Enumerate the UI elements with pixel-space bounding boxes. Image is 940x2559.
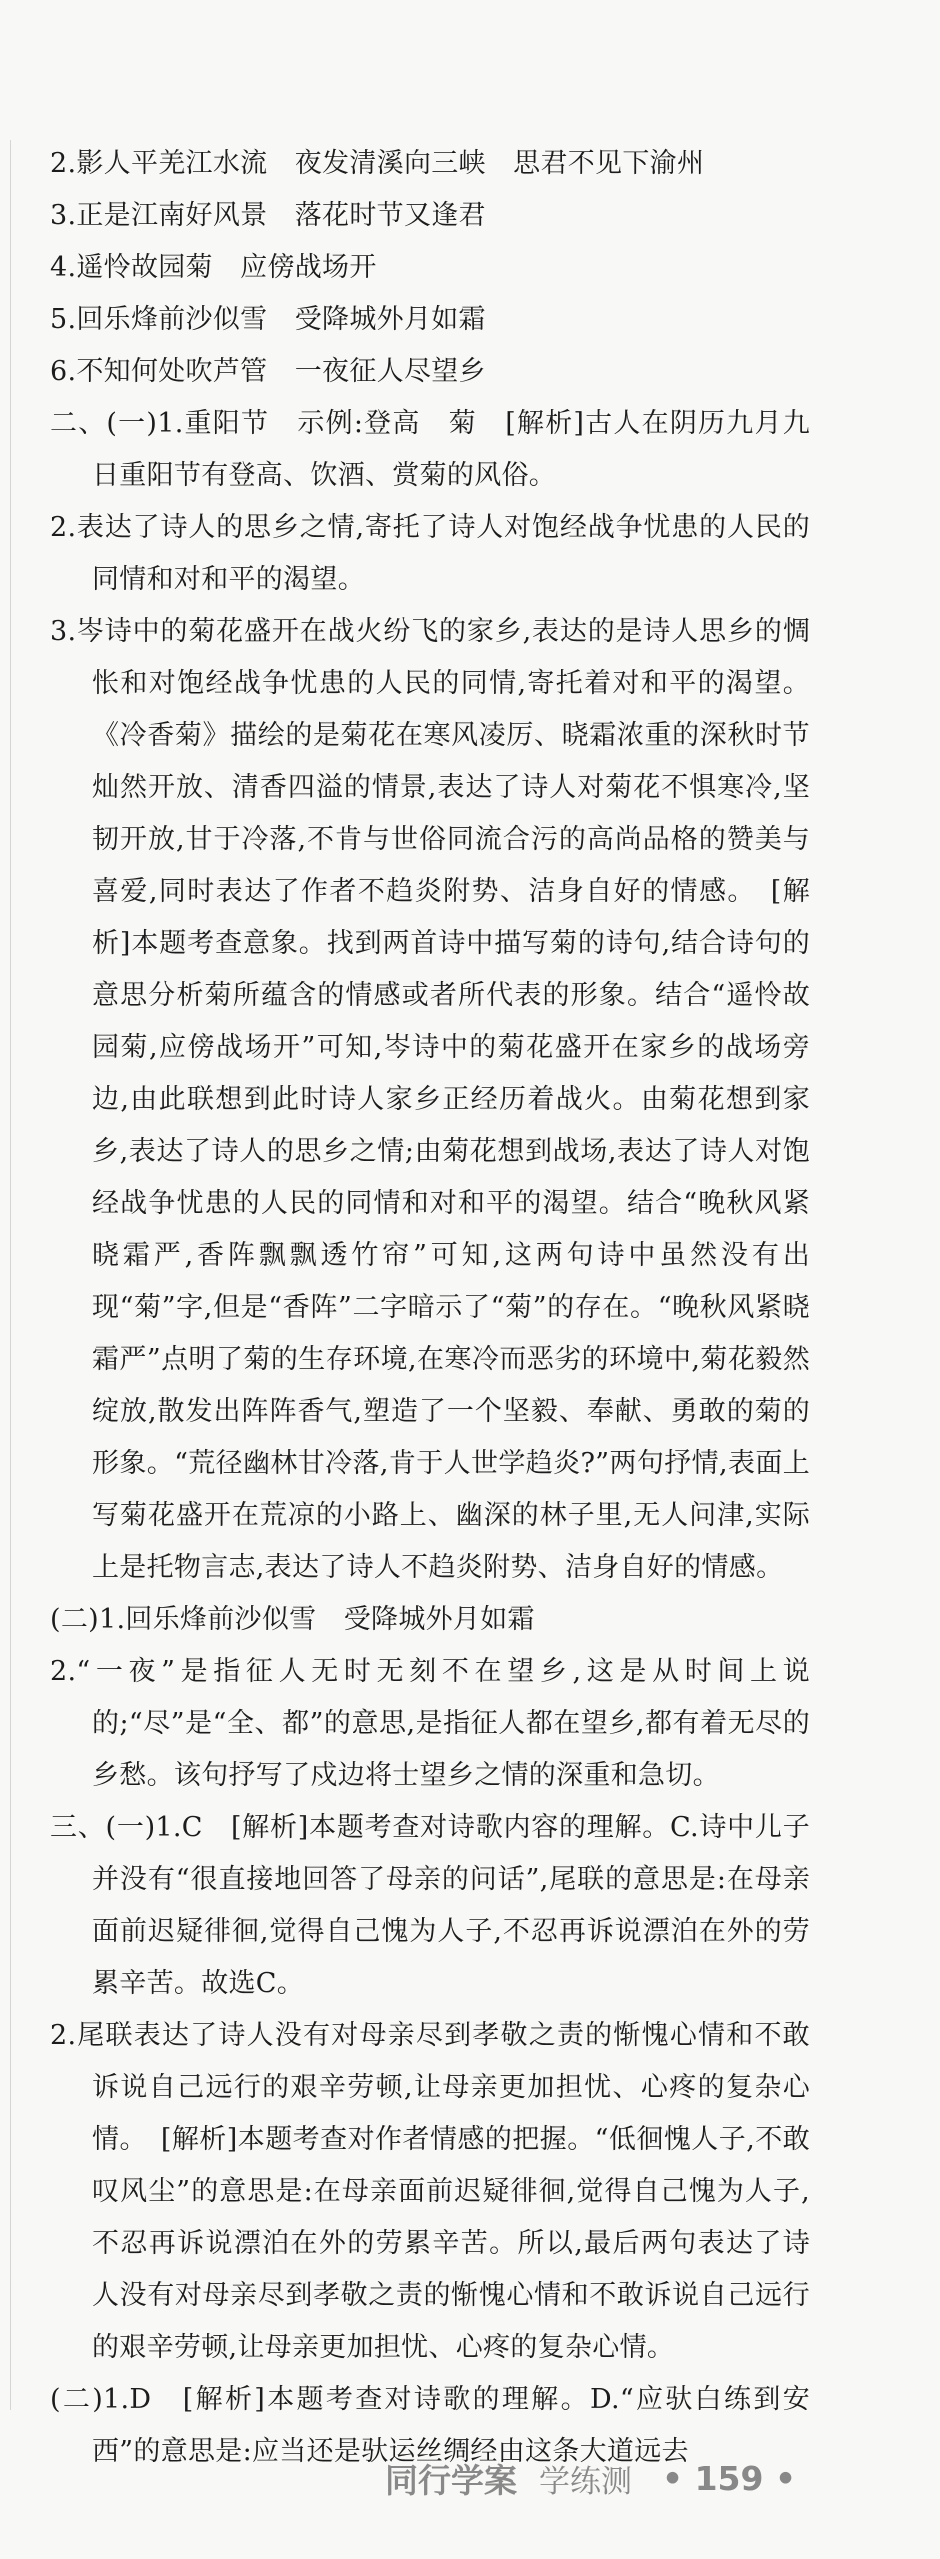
- section-three-q2: 2.尾联表达了诗人没有对母亲尽到孝敬之责的惭愧心情和不敢诉说自己远行的艰辛劳顿,让母亲更加担忧、心疼的复杂心情。 [解析]本题考查对作者情感的把握。“低徊愧人子,不敢叹风尘”的意思是:在母亲面前迟疑徘徊,觉得自己愧为人子,不忍再诉说漂泊在外的劳累辛苦。所以,最后两句表达了诗人没有对母亲尽到孝敬之责的惭愧心情和不敢诉说自己远行的艰辛劳顿,让母亲更加担忧、心疼的复杂心情。: [50, 2020, 810, 2363]
- footer-brand: 同行学案: [385, 2460, 517, 2500]
- answer-line: 3.正是江南好风景 落花时节又逢君: [50, 200, 486, 231]
- page-footer: [385, 2448, 815, 2508]
- section-two-b-q1: (二)1.回乐烽前沙似雪 受降城外月如霜: [50, 1604, 535, 1635]
- section-two-q3: 3.岑诗中的菊花盛开在战火纷飞的家乡,表达的是诗人思乡的惆怅和对饱经战争忧患的人民的同情,寄托着对和平的渴望。《冷香菊》描绘的是菊花在寒风凌厉、晓霜浓重的深秋时节灿然开放、清香四溢的情景,表达了诗人对菊花不惧寒冷,坚韧开放,甘于冷落,不肯与世俗同流合污的高尚品格的赞美与喜爱,同时表达了作者不趋炎附势、洁身自好的情感。 [解析]本题考查意象。找到两首诗中描写菊的诗句,结合诗句的意思分析菊所蕴含的情感或者所代表的形象。结合“遥怜故园菊,应傍战场开”可知,岑诗中的菊花盛开在家乡的战场旁边,由此联想到此时诗人家乡正经历着战火。由菊花想到家乡,表达了诗人的思乡之情;由菊花想到战场,表达了诗人对饱经战争忧患的人民的同情和对和平的渴望。结合“晚秋风紧晓霜严,香阵飘飘透竹帘”可知,这两句诗中虽然没有出现“菊”字,但是“香阵”二字暗示了“菊”的存在。“晚秋风紧晓霜严”点明了菊的生存环境,在寒冷而恶劣的环境中,菊花毅然绽放,散发出阵阵香气,塑造了一个坚毅、奉献、勇敢的菊的形象。“荒径幽林甘冷落,肯于人世学趋炎?”两句抒情,表面上写菊花盛开在荒凉的小路上、幽深的林子里,无人问津,实际上是托物言志,表达了诗人不趋炎附势、洁身自好的情感。: [50, 616, 810, 1583]
- section-two-q2: 2.表达了诗人的思乡之情,寄托了诗人对饱经战争忧患的人民的同情和对和平的渴望。: [50, 512, 810, 595]
- answer-line: 5.回乐烽前沙似雪 受降城外月如霜: [50, 304, 486, 335]
- section-two-b-q2: 2.“一夜”是指征人无时无刻不在望乡,这是从时间上说的;“尽”是“全、都”的意思,是指征人都在望乡,都有着无尽的乡愁。该句抒写了戍边将士望乡之情的深重和急切。: [50, 1656, 810, 1791]
- page-number: • 159 •: [662, 2458, 797, 2498]
- footer-subtitle: 学练测: [539, 2463, 632, 2500]
- margin-rule: [10, 140, 11, 2410]
- answer-content: [50, 138, 810, 2478]
- section-two-q1: 二、(一)1.重阳节 示例:登高 菊 [解析]古人在阴历九月九日重阳节有登高、饮酒、赏菊的风俗。: [50, 408, 810, 491]
- section-three-b-q1: (二)1.D [解析]本题考查对诗歌的理解。D.“应驮白练到安西”的意思是:应当还是驮运丝绸经由这条大道远去: [50, 2384, 810, 2467]
- answer-line: 4.遥怜故园菊 应傍战场开: [50, 252, 377, 283]
- section-three-q1: 三、(一)1.C [解析]本题考查对诗歌内容的理解。C.诗中儿子并没有“很直接地回答了母亲的问话”,尾联的意思是:在母亲面前迟疑徘徊,觉得自己愧为人子,不忍再诉说漂泊在外的劳累辛苦。故选C。: [50, 1812, 810, 1999]
- answer-line: 6.不知何处吹芦管 一夜征人尽望乡: [50, 356, 486, 387]
- answer-line: 2.影人平羌江水流 夜发清溪向三峡 思君不见下渝州: [50, 148, 705, 179]
